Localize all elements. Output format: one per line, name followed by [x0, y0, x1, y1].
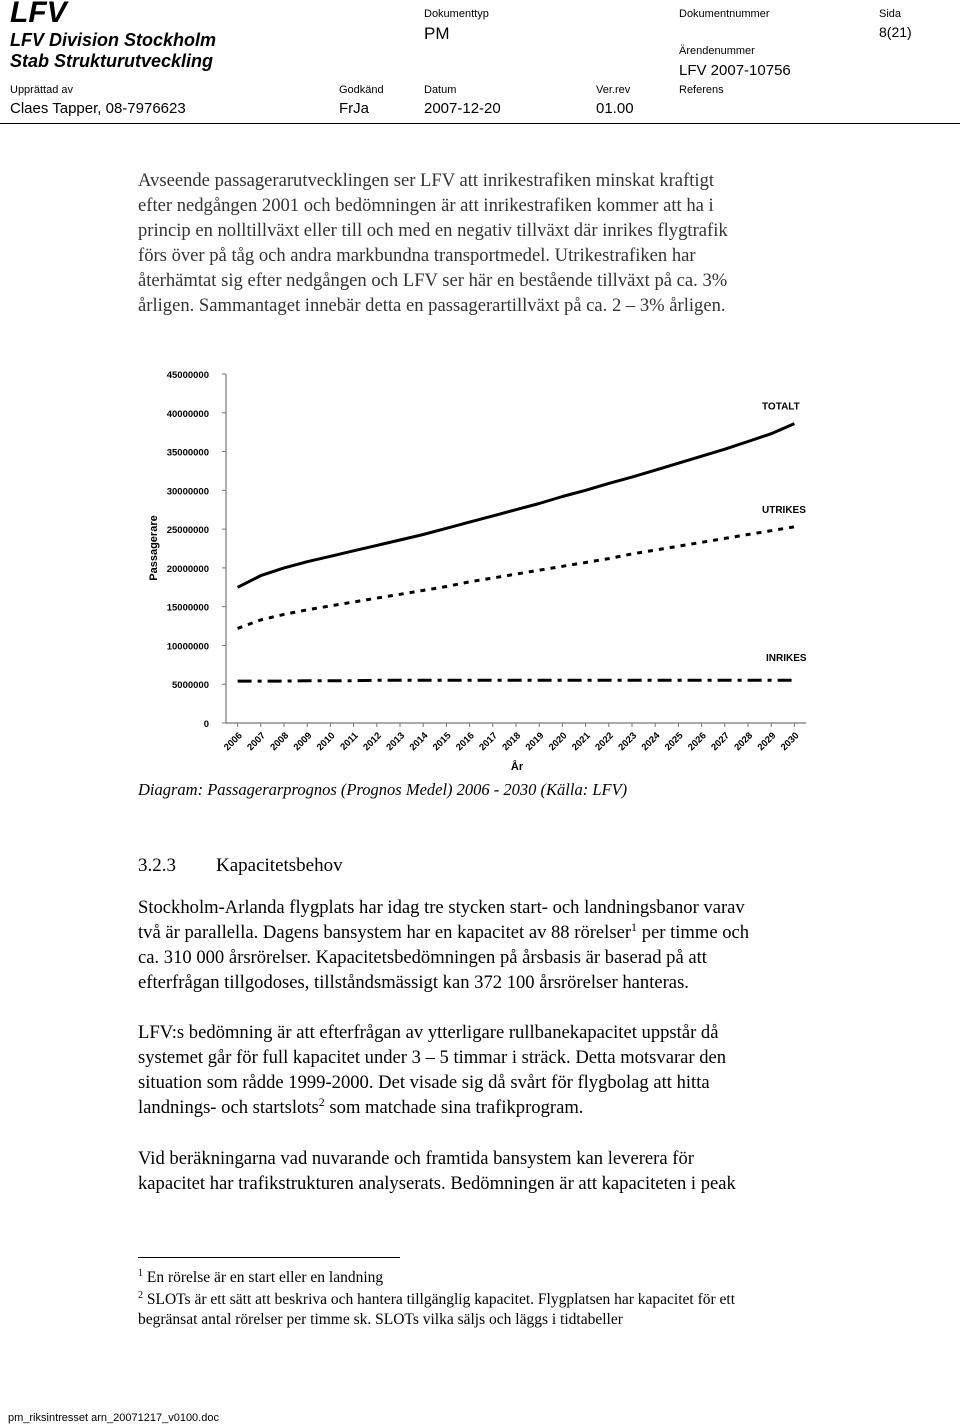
page-number: 8(21): [879, 24, 912, 40]
paragraph-calculation: [138, 1146, 928, 1196]
paragraph-text: två är parallella. Dagens bansystem har en kapacitet av 88 rörelser: [138, 922, 632, 943]
x-tick-label: 2025: [662, 730, 686, 754]
doc-type-label: Dokumenttyp: [424, 8, 489, 20]
chart-legend: [762, 402, 807, 664]
intro-paragraph: [138, 168, 928, 318]
y-tick-label: 40000000: [166, 408, 209, 420]
intro-line: förs över på tåg och andra markbundna transportmedel. Utrikestrafiken har: [138, 245, 696, 266]
y-tick-label: 45000000: [166, 370, 209, 381]
intro-line: efter nedgången 2001 och bedömningen är att inrikestrafiken kommer att ha i: [138, 195, 714, 216]
y-tick-label: 5000000: [172, 680, 209, 692]
x-tick-label: 2023: [616, 730, 640, 754]
paragraph-line: efterfrågan tillgodoses, tillståndsmässigt kan 372 100 årsrörelser hanteras.: [138, 972, 689, 993]
doc-number-label: Dokumentnummer: [679, 8, 770, 20]
chart-series: [238, 424, 795, 681]
x-tick-label: 2014: [407, 730, 431, 754]
chart-y-ticks: [167, 370, 226, 730]
series-inrikes-line: [238, 680, 795, 681]
chart-x-ticks: [222, 723, 802, 753]
y-tick-label: 35000000: [166, 447, 209, 459]
paragraph-line: [138, 1095, 928, 1120]
approved-label: Godkänd: [339, 84, 384, 96]
y-tick-label: 30000000: [166, 486, 209, 498]
date-label: Datum: [424, 84, 457, 96]
lfv-logo: LFV: [10, 0, 67, 29]
legend-utrikes-label: UTRIKES: [762, 504, 806, 516]
footnote-2-continued: begränsat antal rörelser per timme sk. SLOTs vilka säljs och läggs i tidtabeller: [138, 1311, 623, 1328]
y-tick-label: 20000000: [166, 563, 209, 575]
footnote-ref-2[interactable]: 2: [318, 1094, 325, 1109]
paragraph-text: som matchade sina trafikprogram.: [324, 1097, 584, 1118]
x-tick-label: 2021: [569, 730, 593, 754]
x-tick-label: 2027: [709, 730, 732, 754]
y-tick-label: 15000000: [166, 602, 209, 614]
intro-line: Avseende passagerarutvecklingen ser LFV att inrikestrafiken minskat kraftigt: [138, 170, 715, 191]
page-label: Sida: [879, 8, 902, 20]
footnote-2: [138, 1290, 735, 1310]
footnote-ref-1[interactable]: 1: [631, 919, 638, 934]
series-utrikes-line: [238, 527, 795, 629]
x-tick-label: 2017: [477, 730, 500, 754]
y-tick-label: 25000000: [166, 525, 209, 537]
series-totalt-line: [238, 424, 795, 588]
x-tick-label: 2012: [361, 730, 384, 754]
x-tick-label: 2009: [291, 730, 315, 754]
footnote-mark: 2: [138, 1289, 143, 1301]
y-tick-label: 0: [203, 719, 209, 730]
paragraph-line: ca. 310 000 årsrörelser. Kapacitetsbedömningen på årsbasis är baserad på att: [138, 947, 707, 968]
x-tick-label: 2007: [245, 730, 268, 754]
x-tick-label: 2030: [778, 730, 802, 754]
x-tick-label: 2010: [314, 730, 338, 754]
legend-totalt-label: TOTALT: [762, 401, 800, 413]
paragraph-assessment: [138, 1020, 928, 1120]
reference-label: Referens: [679, 84, 724, 96]
approved-value: FrJa: [339, 100, 369, 117]
doc-type-value: PM: [424, 24, 450, 43]
x-tick-label: 2028: [732, 730, 756, 754]
footnote-text: SLOTs är ett sätt att beskriva och hantera tillgänglig kapacitet. Flygplatsen har kapacitet för ett: [143, 1291, 736, 1308]
intro-line: princip en nolltillväxt eller till och med en negativ tillväxt där inrikes flygtrafik: [138, 220, 728, 241]
x-tick-label: 2026: [685, 730, 709, 754]
x-tick-label: 2024: [639, 730, 663, 754]
x-tick-label: 2015: [430, 730, 454, 754]
section-number: 3.2.3: [138, 855, 176, 876]
footnote-mark: 1: [138, 1267, 143, 1279]
footer-filename: pm_riksintresset arn_20071217_v0100.doc: [8, 1412, 219, 1424]
footnote-text: En rörelse är en start eller en landning: [143, 1269, 384, 1286]
case-number-label: Ärendenummer: [679, 45, 755, 57]
department-name: Stab Strukturutveckling: [10, 51, 214, 71]
chart-caption: Diagram: Passagerarprognos (Prognos Medel) 2006 - 2030 (Källa: LFV): [138, 780, 628, 799]
chart-y-axis-label: Passagerare: [148, 515, 160, 581]
author-label: Upprättad av: [10, 84, 73, 96]
chart-axes: [226, 374, 806, 723]
case-number: LFV 2007-10756: [679, 62, 791, 79]
paragraph-line: [138, 920, 928, 945]
intro-line: återhämtat sig efter nedgången och LFV ser här en bestående tillväxt på ca. 3%: [138, 270, 728, 291]
x-tick-label: 2018: [500, 730, 524, 754]
rev-value: 01.00: [596, 100, 634, 117]
x-tick-label: 2019: [523, 730, 547, 754]
x-tick-label: 2013: [384, 730, 408, 754]
x-tick-label: 2029: [755, 730, 779, 754]
paragraph-text: landnings- och startslots: [138, 1097, 319, 1118]
x-tick-label: 2008: [268, 730, 292, 754]
x-tick-label: 2006: [221, 730, 245, 754]
x-tick-label: 2022: [593, 730, 616, 754]
author-value: Claes Tapper, 08-7976623: [10, 100, 186, 117]
chart-x-axis-label: År: [510, 761, 524, 772]
passenger-forecast-chart: [140, 360, 820, 772]
section-title: Kapacitetsbehov: [216, 855, 343, 876]
paragraph-line: LFV:s bedömning är att efterfrågan av ytterligare rullbanekapacitet uppstår då: [138, 1022, 719, 1043]
division-name: LFV Division Stockholm: [10, 30, 217, 50]
header-rule: [0, 123, 960, 124]
paragraph-capacity: [138, 895, 928, 995]
intro-line: årligen. Sammantaget innebär detta en passagerartillväxt på ca. 2 – 3% årligen.: [138, 295, 726, 316]
paragraph-line: systemet går för full kapacitet under 3 – 5 timmar i sträck. Detta motsvarar den: [138, 1047, 727, 1068]
legend-inrikes-label: INRIKES: [766, 652, 807, 664]
paragraph-line: situation som rådde 1999-2000. Det visade sig då svårt för flygbolag att hitta: [138, 1072, 710, 1093]
footnote-rule: [138, 1257, 400, 1258]
footnote-1: [138, 1268, 383, 1288]
paragraph-line: Vid beräkningarna vad nuvarande och framtida bansystem kan leverera för: [138, 1148, 694, 1169]
y-tick-label: 10000000: [166, 641, 209, 653]
x-tick-label: 2020: [546, 730, 570, 754]
paragraph-text: per timme och: [637, 922, 750, 943]
paragraph-line: Stockholm-Arlanda flygplats har idag tre stycken start- och landningsbanor varav: [138, 897, 745, 918]
date-value: 2007-12-20: [424, 100, 501, 117]
x-tick-label: 2011: [338, 730, 361, 753]
x-tick-label: 2016: [453, 730, 477, 754]
paragraph-line: kapacitet har trafikstrukturen analyserats. Bedömningen är att kapaciteten i peak: [138, 1173, 736, 1194]
rev-label: Ver.rev: [596, 84, 631, 96]
